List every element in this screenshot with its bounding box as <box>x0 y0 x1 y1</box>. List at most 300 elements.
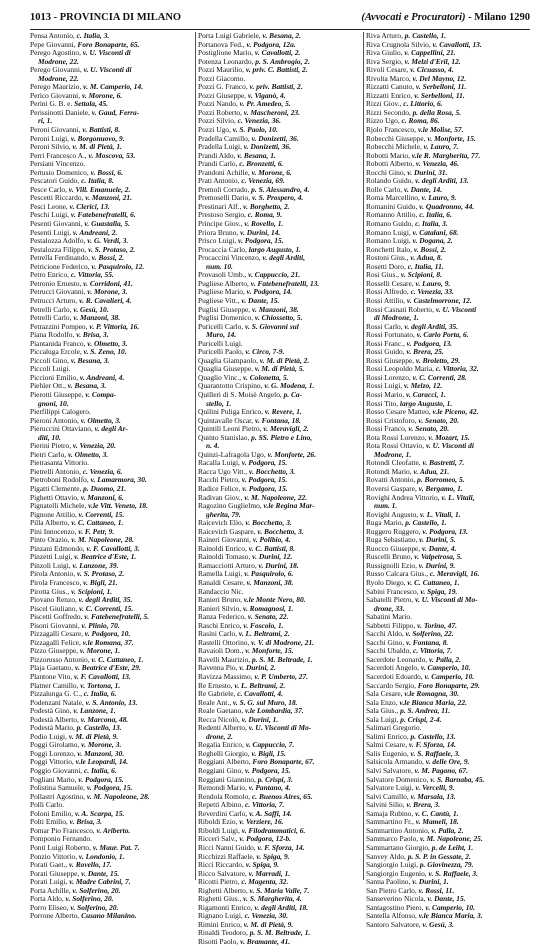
lawyer-address: Modrone, 22. <box>38 73 79 83</box>
lawyer-address: p. de Leiht, 1. <box>431 842 474 852</box>
lawyer-address: c. Italia, 6. <box>83 689 117 699</box>
lawyer-address: v. Podgora, 13. <box>406 338 453 348</box>
lawyer-name: Pini Innocenzo, <box>30 526 79 536</box>
lawyer-address: v. Podgora, 15. <box>86 783 133 793</box>
lawyer-name: Pozzi Giuseppe, <box>198 90 248 100</box>
lawyer-name: Pozzi Silvio, <box>198 116 238 126</box>
lawyer-address: v. Tortona, 1. <box>80 680 121 690</box>
lawyer-name: Piccioni Emilio, <box>30 372 80 382</box>
lawyer-address: v. M. di Pietà, 5. <box>254 364 305 374</box>
lawyer-name: Petronio Ernesto, <box>30 278 84 288</box>
lawyer-address: v. M. di Pietà, 9. <box>243 919 294 929</box>
lawyer-address: v. M. Napoleone, 22. <box>244 492 308 502</box>
lawyer-name: Riboldi Ezio, <box>198 817 240 827</box>
lawyer-address: v. C. Cattaneo, 1. <box>407 578 460 587</box>
lawyer-address: v. Monforte, 15. <box>427 133 476 143</box>
lawyer-address: v. Brisa, 3. <box>76 330 109 340</box>
lawyer-address: v.le Bianca Maria, 22. <box>399 697 467 707</box>
lawyer-address: v. delle Ore, 9. <box>425 757 470 767</box>
lawyer-name: Reggiani Alberto, <box>198 757 253 767</box>
lawyer-name: Puglisi Domenico, <box>198 313 255 323</box>
lawyer-name: Pinzetti Luigi, <box>30 552 75 562</box>
lawyer-name: Puricelli Carlo, <box>198 321 246 331</box>
lawyer-address: p. Castello, 13. <box>76 723 122 733</box>
lawyer-address: c. Venezia, 30. <box>244 911 288 921</box>
lawyer-address: c. Cavallotti, 4. <box>237 689 283 699</box>
lawyer-name: Perego Maurizio, <box>30 82 84 92</box>
lawyer-address: v. Battisti, 8. <box>82 125 121 135</box>
lawyer-address: c. Italia, 6. <box>84 766 117 776</box>
lawyer-address: v. Quadronno, 44. <box>419 201 475 211</box>
lawyer-name: Rossi Franco, <box>366 424 409 434</box>
lawyer-address: v. Corridoni, 41. <box>83 278 133 288</box>
lawyer-name: Righetti Gius., <box>198 894 244 904</box>
lawyer-name: Riva Sergio, <box>366 56 405 66</box>
lawyer-name: Podestà Gino, <box>30 706 74 716</box>
lawyer-address: v. Dante, 15. <box>427 894 466 904</box>
lawyer-name: Rigamonti Enrico, <box>198 902 255 912</box>
lawyer-address: v. S. Prospero, 4. <box>251 193 304 203</box>
lawyer-name: Re Gabriele, <box>198 689 238 699</box>
lawyer-name: Porati Luigi, <box>30 877 70 887</box>
page-number: 1013 <box>30 12 51 23</box>
lawyer-name: Rizzo Ugo, <box>366 116 402 126</box>
lawyer-name: Porati Gaet., <box>30 860 69 870</box>
lawyer-name: Pirola Antonio, <box>30 569 78 579</box>
lawyer-address: v.le Piceno, 42. <box>432 407 479 417</box>
lawyer-name: Rossi Fortunato, <box>366 330 417 340</box>
lawyer-name: Quilleri di S. Moisè Angelo, <box>198 389 284 399</box>
lawyer-name: Poggi Lorenzo, <box>30 748 78 758</box>
lawyer-name: Peroni Luigi, <box>30 133 71 143</box>
lawyer-name: Rossi Carlo, <box>366 321 405 331</box>
lawyer-address: v. Camperio, 10. <box>424 672 475 682</box>
lawyer-name: Pozzi G. Franco, <box>198 82 250 92</box>
lawyer-name: Porta Achille, <box>30 885 73 895</box>
lawyer-address: v. Andreani, 4. <box>79 372 125 382</box>
lawyer-address: p. S. Andrea, 11. <box>400 706 451 716</box>
lawyer-name: Rossi Mario, <box>366 389 407 399</box>
lawyer-address: c. Vittoria, 7. <box>413 646 453 656</box>
lawyer-address: p. Duomo, 21. <box>83 483 127 493</box>
lawyer-address: v. U. Visconti di <box>83 65 132 75</box>
lawyer-name: Pietrasanta Vittorio. <box>30 458 89 468</box>
lawyer-name: Ricchizzi Raffaele, <box>198 851 257 861</box>
lawyer-address: v. Moscova, 53. <box>88 150 136 160</box>
lawyer-name: Portanova Fed., <box>198 39 247 49</box>
lawyer-name: Rolando Guido, <box>366 176 416 186</box>
lawyer-address: v. S. Zeno, 10. <box>83 347 127 357</box>
lawyer-name: Pinzoli Luigi, <box>30 560 73 570</box>
lawyer-address: v. Marsala, 13. <box>410 791 456 801</box>
lawyer-name: Ruocco Giuseppe, <box>366 543 423 553</box>
lawyer-name: Podenzani Natale, <box>30 697 86 707</box>
lawyer-name: Pieroni Antonio, <box>30 415 81 425</box>
lawyer-name: Porta Luigi Gabriele, <box>198 31 263 40</box>
lawyer-address: v. Palla, 2. <box>431 825 464 835</box>
lawyer-address: c. Vittoria, 55. <box>70 270 114 280</box>
lawyer-address: v. Gesù, 10. <box>73 304 109 314</box>
lawyer-address: c. Italia, 3. <box>415 219 448 229</box>
lawyer-address: v. C. Cattaneo, 1. <box>71 518 124 528</box>
lawyer-address: largo Augusto, 1. <box>248 244 301 254</box>
lawyer-name: Pierini Pietro, <box>30 441 73 451</box>
lawyer-address: v. Serbelloni, 11. <box>414 90 465 100</box>
lawyer-address: v. A. Saffi, 14. <box>249 808 292 818</box>
lawyer-name: Salsicola Armando, <box>366 757 426 767</box>
lawyer-name: Rossi Leopoldo Maria, <box>366 364 436 374</box>
lawyer-address: Settala, 45. <box>74 99 109 109</box>
lawyer-name: Romanini Guido, <box>366 201 420 211</box>
lawyer-address: ri, 1. <box>38 116 53 126</box>
lawyer-name: Reale Ant., <box>198 697 233 707</box>
lawyer-name: Premoselli Dario, <box>198 193 252 203</box>
lawyer-name: Robecchi Michele, <box>366 142 424 152</box>
lawyer-address: c. Bronzetti, 6. <box>239 159 284 169</box>
lawyer-address: v. Besana, 3. <box>67 381 107 391</box>
lawyer-address: v. Besana, 2. <box>262 31 301 40</box>
lawyer-name: Sacchi Aldo, <box>366 629 406 639</box>
lawyer-address: v. Madre Cabrini, 7. <box>69 877 131 887</box>
lawyer-name: Re Ernesto, <box>198 680 235 690</box>
lawyer-name: Rainoldi Tomaso, <box>198 552 253 562</box>
lawyer-address: v. Durini, 14. <box>240 227 281 237</box>
lawyer-name: Samaja Rubino, <box>366 808 416 818</box>
lawyer-name: Ranieri Bruno, <box>198 595 244 605</box>
lawyer-name: Procaccini Vincenzo, <box>198 253 263 263</box>
lawyer-address: p. S. M. Beltrade, 1. <box>251 654 313 664</box>
lawyer-name: Puricelli Paolo, <box>198 347 246 357</box>
listing-entry <box>30 109 193 118</box>
lawyer-address: v. degli Arditi, 35. <box>404 321 459 331</box>
lawyer-name: Rivoli Cesare, <box>366 65 411 75</box>
lawyer-name: Salvi Camillo, <box>366 791 411 801</box>
lawyer-address: v. Polibio, 4. <box>252 535 291 545</box>
lawyer-address: v. Circo, 7-9. <box>245 347 285 357</box>
lawyer-name: Procaccia Carlo, <box>198 244 249 254</box>
lawyer-address: v. F. Sforza, 14. <box>257 842 305 852</box>
lawyer-name: Ricceri Salv., <box>198 834 240 844</box>
lawyer-address: c. Venezia, 6. <box>82 466 123 476</box>
lawyer-name: Romanno Attilio, <box>366 210 420 220</box>
lawyer-address: v. Colonetta, 5. <box>243 372 289 382</box>
lawyer-name: Rivolta Marco, <box>366 73 413 83</box>
lawyer-name: Reghelli Giorgio, <box>198 748 252 758</box>
lawyer-address: v. Manzoni, 38. <box>73 313 121 323</box>
lawyer-name: Quilini Puliga Enrico, <box>198 407 265 417</box>
lawyer-name: Prandi Aldo, <box>198 150 238 160</box>
lawyer-address: v. Borghetto, 2. <box>243 201 290 211</box>
lawyer-name: Robecchi Giuseppe, <box>366 133 428 143</box>
lawyer-address: drone, 33. <box>374 603 405 613</box>
lawyer-name: Rotondi Mario, <box>366 466 414 476</box>
lawyer-address: v. Olmetto, 3. <box>80 415 121 425</box>
lawyer-address: v. Morone, 3. <box>81 740 122 750</box>
lawyer-address: di Modrone, 1. <box>374 313 419 323</box>
lawyer-address: v. Serbelloni, 11. <box>415 82 467 92</box>
lawyer-address: v. M. Napoleone, 28. <box>71 535 135 545</box>
lawyer-name: Sangiorgio Luigi, <box>366 860 420 870</box>
lawyer-address: v. Rovello, 1. <box>244 219 284 229</box>
lawyer-name: Sala Luigi, <box>366 714 401 724</box>
lawyer-address: v. P. Vittoria, 16. <box>89 321 140 331</box>
lawyer-name: Rosi Gius., <box>366 270 401 280</box>
lawyer-name: Ragozino Guglielmo, <box>198 501 264 511</box>
lawyer-address: v. Dogana, 2. <box>412 236 453 246</box>
lawyer-address: v. Olmetto, 3. <box>67 449 109 459</box>
lawyer-name: Petrella Ferdinando, <box>30 253 92 263</box>
lawyer-name: Sala Gius., <box>366 706 401 716</box>
lawyer-address: v. Pasquirolo, 12. <box>91 261 145 271</box>
lawyer-name: Piscel Giuliano, <box>30 603 80 613</box>
section-title: (Avvocati e Procuratori) <box>361 12 466 23</box>
lawyer-name: Prandoni Achille, <box>198 167 252 177</box>
lawyer-name: Sacchi Ubaldo, <box>366 646 413 656</box>
lawyer-name: Ravelli Maurizio, <box>198 654 252 664</box>
lawyer-name: Rossi Franc., <box>366 338 407 348</box>
lawyer-name: Sala Cesare, <box>366 689 405 699</box>
lawyer-name: Petro Enrico, <box>30 270 71 280</box>
lawyer-address: c. Vittoria, 32. <box>435 364 479 374</box>
lawyer-address: p. Ca- <box>283 389 303 399</box>
lawyer-address: v. Podgora, 10. <box>84 629 131 639</box>
lawyer-address: p. Castello, 1. <box>405 518 447 528</box>
lawyer-address: v. Pr. Amedeo, 5. <box>239 99 291 109</box>
lawyer-address: p. S. Ambrogio, 2. <box>255 56 310 66</box>
lawyer-address: v. Mozart, 15. <box>428 432 470 442</box>
header-rule <box>30 29 530 30</box>
lawyer-address: v. Brera, 25. <box>406 347 444 357</box>
lawyer-address: v. Pasquirolo, 6. <box>244 569 294 579</box>
lawyer-address: v. L. Vitali, 1. <box>420 509 461 519</box>
column-divider <box>363 32 364 880</box>
lawyer-name: Piovano Renzo, <box>30 595 79 605</box>
lawyer-address: v. Mameli, 18. <box>415 817 459 827</box>
lawyer-name: Pirola Francesco, <box>30 578 84 587</box>
lawyer-name: Pogliani Mario, <box>30 774 79 784</box>
lawyer-name: Ramella Luigi, <box>198 569 245 579</box>
lawyer-name: Petrucci Giovanni, <box>30 287 88 297</box>
lawyer-address: p. Giovinezza, 79. <box>419 860 474 870</box>
lawyer-name: Poggi Girolamo, <box>30 740 82 750</box>
lawyer-address: v. Bocchetto, 3. <box>257 526 304 536</box>
lawyer-name: Russo Calcara Gius., <box>366 569 430 579</box>
lawyer-address: v. Podgora, 15. <box>238 236 284 246</box>
lawyer-name: Perini G. B. e. <box>30 99 75 109</box>
lawyer-name: Quaglio Vinc., <box>198 372 243 382</box>
lawyer-address: v. Bergamo, 1. <box>418 483 463 493</box>
lawyer-name: Piccaluga Ercole, <box>30 347 84 357</box>
lawyer-address: v. Morone, 1. <box>79 646 121 656</box>
lawyer-name: Petrelli Carlo, <box>30 304 74 314</box>
lawyer-name: Prestinari Alf., <box>198 201 244 211</box>
lawyer-name: Racalla Luigi, <box>198 458 242 468</box>
lawyer-address: v. Lauro, 7. <box>423 142 459 152</box>
lawyer-address: v. Monforte, 26. <box>267 449 316 459</box>
lawyer-address: p. S. M. Beltrade, 1. <box>249 928 311 938</box>
lawyer-name: Poloni Emilio, <box>30 808 75 818</box>
lawyer-name: Repetti Albino, <box>198 800 246 810</box>
lawyer-address: v. Cavallotti, 2. <box>254 48 301 58</box>
lawyer-name: San Pietro Carlo, <box>366 885 419 895</box>
lawyer-name: Ruggero Ruggero, <box>366 526 423 536</box>
lawyer-address: v. Dante, 15. <box>241 295 280 305</box>
lawyer-name: Ponti Luigi Roberto, <box>30 842 93 852</box>
lawyer-name: Sanna Paolino, <box>366 877 413 887</box>
lawyer-address: v. Besana, 1. <box>237 150 276 160</box>
lawyer-name: Sabatini Mario. <box>366 612 412 622</box>
lawyer-name: Rossi Alfredo, <box>366 287 411 297</box>
lawyer-name: Postiglione Mario, <box>198 48 255 58</box>
lawyer-name: Randaccio Nic. <box>198 586 244 596</box>
lawyer-address: v. Romagnosi, 1. <box>242 603 294 613</box>
lawyer-address: v. Senato, 20. <box>408 424 450 434</box>
lawyer-address: v. Durini, 31. <box>407 167 448 177</box>
lawyer-address: v. Ariberto. <box>96 825 131 835</box>
lawyer-name: Pensa Antonio, <box>30 31 77 40</box>
lawyer-name: Pisoni Giovanni, <box>30 620 82 630</box>
listing-entry <box>198 434 361 443</box>
lawyer-address: v. Clerici, 13. <box>69 201 110 211</box>
lawyer-address: v.le R. Margherita, 77. <box>411 150 481 160</box>
lawyer-address: n. 4. <box>206 441 220 451</box>
lawyer-name: Pieruccini Ottaviano, <box>30 424 95 434</box>
lawyer-address: v. Scipioni, 8. <box>400 270 442 280</box>
lawyer-address: v. Durini, 18. <box>258 560 299 570</box>
lawyer-address: v. U. Visconti di <box>425 441 474 451</box>
lawyer-name: Sammartino Antonio, <box>366 825 432 835</box>
lawyer-name: Piccoli Luigi. <box>30 364 71 374</box>
lawyer-address: c. Italia, 8. <box>81 176 114 186</box>
lawyer-name: Pierotti Giuseppe, <box>30 389 86 399</box>
lawyer-address: v. G. Verdi, 3. <box>87 236 129 246</box>
lawyer-name: Ravaioli Dom., <box>198 646 246 656</box>
lawyer-name: Robotti Alberto, <box>366 159 416 169</box>
lawyer-name: Sanseverino Nicola, <box>366 894 428 904</box>
lawyer-name: Salmi Cesare, <box>366 740 409 750</box>
header-left: 1013 - PROVINCIA DI MILANO <box>30 12 182 23</box>
lawyer-address: v. Podgora, 12a. <box>246 39 296 49</box>
lawyer-address: c. Italia, 3. <box>76 31 110 40</box>
lawyer-name: Piantanida Franco, <box>30 338 88 348</box>
lawyer-address: c. Italia, 11. <box>407 261 444 271</box>
lawyer-address: v. Podgora, 15. <box>242 483 288 493</box>
lawyer-address: v. Cappuccio, 7. <box>245 740 295 750</box>
lawyer-name: Persiani Vincenzo. <box>30 159 86 169</box>
lawyer-name: Sangiorgio Eugenio, <box>366 868 429 878</box>
lawyer-address: v.le Monte Nero, 80. <box>243 595 306 605</box>
lawyer-name: Piana Rodolfo, <box>30 330 77 340</box>
lawyer-name: Rossi Guido, <box>366 347 407 357</box>
lawyer-address: v. Broletto, 29. <box>415 355 461 365</box>
lawyer-name: Ricco Salvatore, <box>198 868 249 878</box>
lawyer-name: Pizzagalli Felice, <box>30 637 83 647</box>
lawyer-name: Sabatelli Pietro, <box>366 595 416 605</box>
lawyer-name: Provasoli Umb., <box>198 270 249 280</box>
lawyer-name: Platner Camillo, <box>30 680 81 690</box>
lawyer-name: Pradella Luigi, <box>198 142 244 152</box>
lawyer-name: Rizzatti Canuto, <box>366 82 416 92</box>
lawyer-name: Romano Guido, <box>366 219 416 229</box>
lawyer-address: v. Manzoni, 38. <box>246 578 294 587</box>
lawyer-name: Sanvey Aldo, <box>366 851 408 861</box>
lawyer-name: Rossi Casnati Roberto, <box>366 304 436 314</box>
lawyer-address: v. Spiga, 19. <box>420 586 458 596</box>
lawyer-address: v. Manzoni, 21. <box>85 193 132 203</box>
lawyer-address: v. Besana, 3. <box>70 355 110 365</box>
lawyer-name: Pesenti Luigi, <box>30 227 73 237</box>
lawyer-address: v. Adua, 21. <box>413 466 450 476</box>
lawyer-address: gherita, 79. <box>206 509 241 519</box>
lawyer-name: Ranieri Silvio, <box>198 603 243 613</box>
lawyer-address: p. Crispi, 2-4. <box>400 714 442 724</box>
lawyer-address: v. Dante, 14. <box>403 184 443 194</box>
lawyer-name: Porro Eliseo, <box>30 902 71 912</box>
lawyer-address: v. Fontana, 18. <box>254 415 301 425</box>
lawyer-address: v. Solferino, 20. <box>70 902 119 912</box>
lawyer-name: Ricci Nanni Guido, <box>198 842 258 852</box>
lawyer-address: v. Gesù, 3. <box>422 919 454 929</box>
lawyer-address: v. Senato, 20. <box>418 415 459 425</box>
lawyer-name: Ricci Riccardo, <box>198 860 246 870</box>
lawyer-name: Raschi Enrico, <box>198 620 244 630</box>
lawyer-name: Saccardo Sergio, <box>366 680 418 690</box>
lawyer-address: v. Venezia, 20. <box>72 441 116 451</box>
city-name: Milano <box>474 12 507 23</box>
lawyer-name: Rosetti Doro, <box>366 261 408 271</box>
lawyer-name: Ronchetti Italo, <box>366 244 414 254</box>
lawyer-name: Ruscelli Bruno, <box>366 552 415 562</box>
lawyer-address: v. Podgora, 15. <box>241 475 288 485</box>
lawyer-name: Polistina Samuele, <box>30 783 87 793</box>
lawyer-name: Rasini Carlo, <box>198 629 239 639</box>
lawyer-name: Pilla Alberto, <box>30 518 72 528</box>
lawyer-name: Pozzi Maurilio, <box>198 65 246 75</box>
lawyer-name: Quarantotto Crispino, <box>198 381 265 391</box>
lawyer-name: Quintili Leoni Pietro, <box>198 424 264 434</box>
lawyer-address: v.le Leopardi, 14. <box>75 757 129 767</box>
lawyer-name: Robotti Mario, <box>366 150 412 160</box>
lawyer-name: Puglisi Giuseppe, <box>198 304 252 314</box>
lawyer-name: Sammartano Giorgio, <box>366 842 432 852</box>
lawyer-name: Rimini Enrico, <box>198 919 244 929</box>
lawyer-address: v. S. Protaso, 2. <box>77 569 125 579</box>
lawyer-address: v. Verziere, 16. <box>239 817 284 827</box>
lawyer-address: v. Beatrice d'Este, 1. <box>74 552 137 562</box>
lawyer-address: v. C. Cantù, 1. <box>415 808 459 818</box>
lawyer-address: v. Mascheroni, 23. <box>243 107 300 117</box>
lawyer-address: v. S. Barnaba, 45. <box>430 774 485 784</box>
lawyer-name: Puricelli Luigi. <box>198 338 243 348</box>
lawyer-address: v.le Romagna, 30. <box>404 689 459 699</box>
lawyer-address: num. 10. <box>206 261 233 271</box>
lawyer-address: v. Fatebenefratelli, 6. <box>70 210 136 220</box>
lawyer-name: Pertusio Domenico, <box>30 167 91 177</box>
lawyer-name: Ramacciotti Arturo, <box>198 560 259 570</box>
lawyer-name: Sammarco Paolo, <box>366 834 420 844</box>
lawyer-address: v. Fontana, 8. <box>406 637 449 647</box>
lawyer-address: v. Donizetti, 36. <box>251 133 299 143</box>
lawyer-name: Peroni Silvio, <box>30 142 73 152</box>
lawyer-name: Pugliese Mario, <box>198 287 247 297</box>
lawyer-name: Sabbetti Filippo, <box>366 620 418 630</box>
lawyer-address: v. Beatrice d'Este, 29. <box>74 663 141 673</box>
lawyer-address: v. priv. C. Battisti, 2. <box>245 65 308 75</box>
lawyer-address: v. C. Correnti, 28. <box>412 372 467 382</box>
lawyer-address: v. Londonio, 1. <box>78 851 125 861</box>
lawyer-name: Salimari Gregorio. <box>366 723 422 733</box>
lawyer-address: c. Venezia, 33. <box>410 287 454 297</box>
